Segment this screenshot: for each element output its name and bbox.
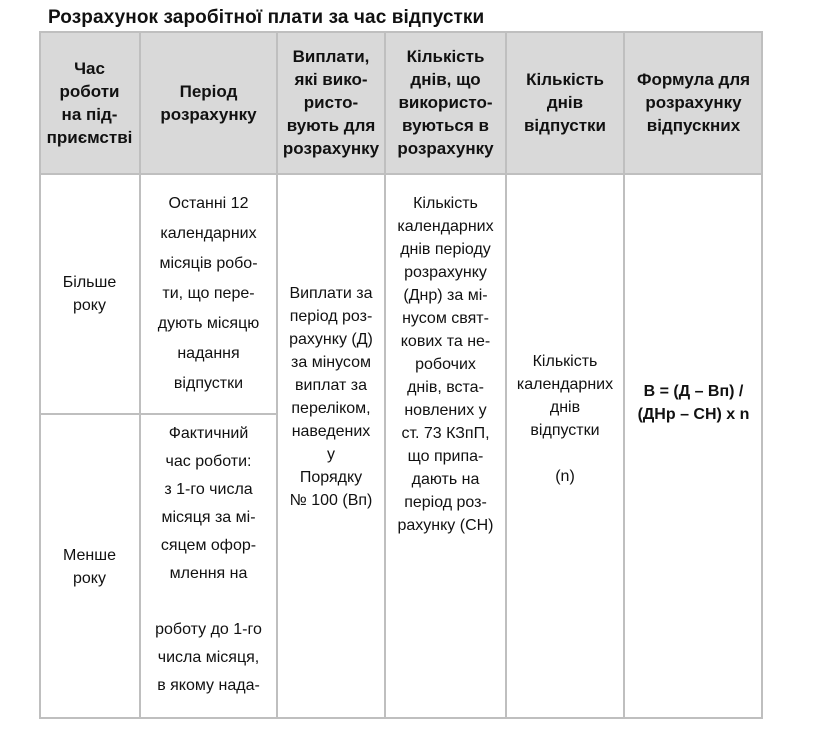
cell-text-line: календарних [516, 376, 614, 393]
cell-text-line: Порядку [299, 469, 363, 486]
cell-text-line: у [327, 446, 335, 463]
cell-text-line: млення на [169, 565, 248, 582]
payments-cell [277, 174, 385, 719]
cell-text-line: вують для [286, 116, 376, 135]
document-title: Розрахунок заробітної плати за час відпустки [48, 7, 485, 28]
row-more-than-year-period [140, 174, 277, 414]
grid-line [505, 31, 507, 719]
cell-text-line: місяця за мі- [161, 509, 256, 526]
cell-text-line: з 1-го числа [164, 481, 253, 498]
cell-text-line: відпустки [530, 422, 600, 439]
header-vacation-days [506, 31, 624, 174]
cell-text-line: календарних [397, 218, 494, 235]
grid-line [623, 31, 625, 719]
grid-line [276, 31, 278, 719]
cell-text-line: Період [179, 81, 238, 101]
cell-text-line: новлених у [404, 402, 487, 419]
cell-text-line: які вико- [294, 70, 368, 89]
header-work-time [39, 31, 140, 174]
header-calc-period [140, 31, 277, 174]
grid-line [39, 717, 763, 719]
cell-text-line: нусом свят- [402, 310, 489, 327]
cell-text-line: Виплати за [289, 285, 373, 302]
cell-text-line: роботу до 1-го [155, 621, 262, 638]
cell-text-line: сяцем офор- [160, 537, 257, 554]
cell-text-line: календарних [160, 225, 257, 242]
cell-text-line: числа місяця, [157, 649, 260, 666]
cell-text-line: Виплати, [292, 47, 370, 66]
cell-text-line: місяців робо- [159, 255, 258, 272]
cell-text-line [563, 442, 567, 465]
header-formula [624, 31, 763, 174]
cell-text-line: період роз- [289, 308, 373, 325]
cell-text-line: приємстві [46, 127, 133, 147]
grid-line [139, 31, 141, 719]
cell-text-line: року [73, 297, 106, 314]
cell-text-line: Останні 12 [168, 195, 249, 212]
cell-text-line: надання [177, 345, 240, 362]
cell-text-line: розрахунку [160, 104, 257, 124]
row-less-than-year-period [140, 414, 277, 719]
cell-text-line: кових та не- [400, 333, 491, 350]
grid-line [39, 31, 763, 33]
cell-text-line: № 100 (Вп) [289, 492, 373, 509]
header-days-used [385, 31, 506, 174]
cell-text-line: В = (Д – Вп) / [643, 383, 744, 400]
cell-text-line: робочих [415, 356, 476, 373]
cell-text-line: Фактичний [168, 425, 249, 442]
vacation-pay-table [39, 31, 763, 719]
cell-text-line: відпустки [523, 116, 606, 135]
cell-text-line: Кількість [406, 47, 485, 66]
cell-text-line: Формула для [636, 70, 751, 89]
row-less-than-year-label [39, 414, 140, 719]
cell-text-line: період роз- [404, 494, 487, 511]
cell-text-line: на під- [61, 104, 118, 124]
cell-text-line: Час [74, 58, 105, 78]
cell-text-line: переліком, [291, 400, 371, 417]
cell-text-line: (ДНр – СН) х n [637, 406, 750, 423]
cell-text-line: ти, що пере- [162, 285, 255, 302]
cell-text-line: днів, вста- [407, 379, 484, 396]
vacation-days-cell [506, 174, 624, 719]
cell-text-line: дують місяцю [157, 315, 260, 332]
cell-text-line: Кількість [413, 195, 478, 212]
cell-text-line: днів, що [410, 70, 481, 89]
cell-text-line: Кількість [532, 353, 598, 370]
grid-line [39, 173, 763, 175]
grid-line [384, 31, 386, 719]
cell-text-line: в якому нада- [157, 677, 260, 694]
cell-text-line: наведених [291, 423, 371, 440]
cell-text-line: розрахунку [404, 264, 487, 281]
cell-text-line: час роботи: [165, 453, 252, 470]
grid-line [761, 31, 763, 719]
cell-text-line: виплат за [295, 377, 367, 394]
cell-text-line: використо- [398, 93, 493, 112]
grid-line [39, 413, 277, 415]
cell-text-line: (n) [555, 468, 575, 485]
cell-text-line: відпустки [173, 375, 244, 392]
cell-text-line: ристо- [303, 93, 359, 112]
cell-text-line: дають на [411, 471, 480, 488]
cell-text-line: (Днр) за мі- [403, 287, 488, 304]
grid-line [39, 31, 41, 719]
cell-text-line: Менше [63, 546, 116, 564]
header-payments [277, 31, 385, 174]
cell-text-line: року [73, 569, 106, 587]
cell-text-line: рахунку (Д) [289, 331, 373, 348]
cell-text-line: рахунку (СН) [397, 517, 494, 534]
cell-text-line: що припа- [407, 448, 484, 465]
formula-cell [624, 174, 763, 719]
cell-text-line: днів періоду [400, 241, 491, 258]
cell-text-line: розрахунку [397, 139, 494, 158]
cell-text-line: відпускних [646, 116, 741, 135]
cell-text-line: Кількість [526, 70, 604, 89]
cell-text-line: днів [549, 399, 581, 416]
cell-text-line: вуються в [402, 116, 489, 135]
cell-text-line: за мінусом [291, 354, 371, 371]
cell-text-line: ст. 73 КЗпП, [401, 425, 490, 442]
cell-text-line: розрахунку [282, 139, 380, 158]
row-more-than-year-label [39, 174, 140, 414]
cell-text-line: днів [546, 93, 584, 112]
days-used-cell [385, 174, 506, 719]
cell-text-line [206, 588, 210, 616]
cell-text-line: Більше [62, 274, 117, 291]
cell-text-line: розрахунку [645, 93, 742, 112]
cell-text-line: роботи [59, 81, 120, 101]
